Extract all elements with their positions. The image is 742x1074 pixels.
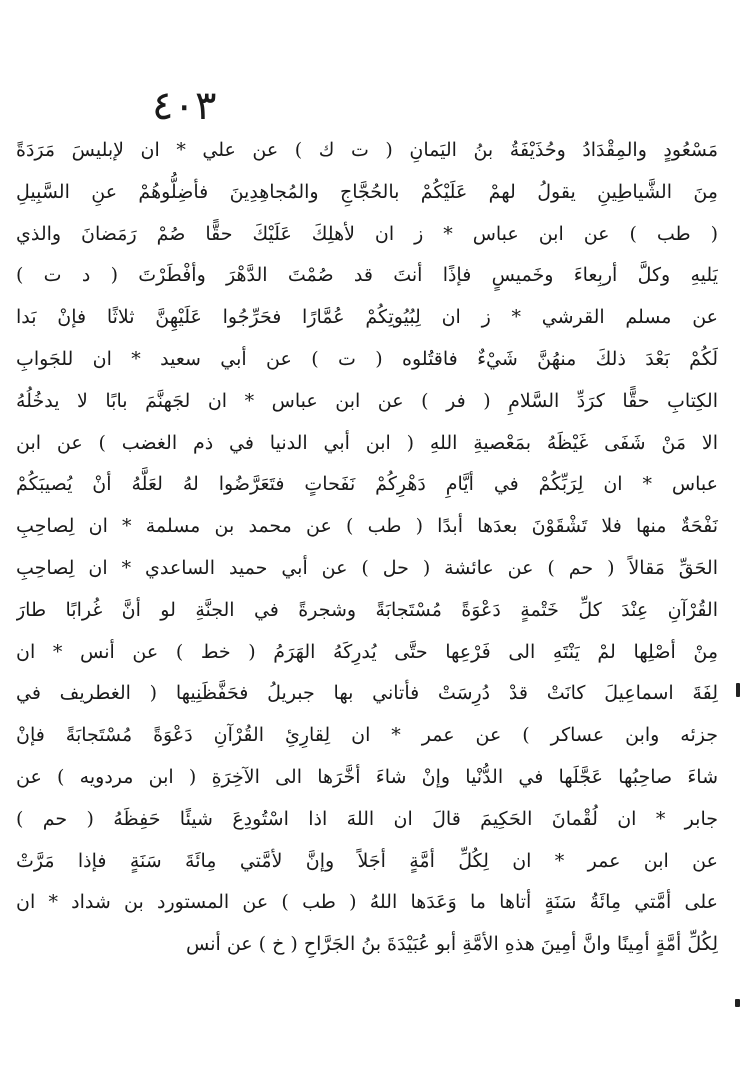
page-number: ٤٠٣ (152, 83, 217, 129)
text-line: القُرْآنِ عِنْدَ كلِّ خَتْمةٍ دَعْوَةً مُسْتَجابَةً وشجرةً في الجنَّةِ لو أنَّ غُرابًا طارَ (16, 598, 718, 621)
text-line: شاءَ صاحِبُها عَجَّلَها في الدُّنْيا وإنْ شاءَ أخَّرَها الى الآخِرَةِ ( ابن مردويه ) عن (16, 765, 718, 788)
text-line: الكِتابِ حقًّا كرَدِّ السَّلامِ ( فر ) عن ابن عباس * ان لجَهنَّمَ بابًا لا يدخُلُهُ (16, 389, 718, 412)
text-line: عن مسلم القرشي * ز ان لِبُيُوتِكُمْ عُمَّارًا فحَرِّجُوا عَلَيْهِنَّ ثلاثًا فإنْ بَدا (16, 306, 718, 329)
text-line: نَفْحَةٌ منها فلا تَشْقَوْنَ بعدَها أبدًا ( طب ) عن محمد بن مسلمة * ان لِصاحِبِ (16, 515, 718, 538)
text-line: عن ابن عمر * ان لِكُلِّ أمَّةٍ أجَلاً وإنَّ لأمَّتي مِائَةَ سَنَةٍ فإذا مَرَّتْ (16, 849, 718, 872)
text-line: يَليهِ وكلَّ أربِعاءَ وخَميسٍ فإذًا أنتَ قد صُمْتَ الدَّهْرَ وأفْطَرْتَ ( د ت ) (16, 264, 718, 287)
text-line: مِنَ الشَّياطِينِ يقولُ لهمْ عَلَيْكُمْ بالحُجَّاجِ والمُجاهِدِينَ فأضِلُّوهُمْ عنِ السَّبِيلِ (16, 180, 718, 203)
text-line: لَكُمْ بَعْدَ ذلكَ منهُنَّ شَيْءٌ فاقتُلوه ( ت ) عن أبي سعيد * ان للجَوابِ (16, 347, 718, 370)
scan-speck (735, 999, 740, 1007)
text-line: لِفَةَ اسماعِيلَ كانَتْ قدْ دُرِسَتْ فأتاني بها جبريلُ فحَفَّظَنِيها ( الغطريف في (16, 682, 718, 705)
scan-speck (736, 683, 740, 697)
text-line: مَسْعُودٍ والمِقْدَادُ وحُذَيْفَةُ بنُ اليَمانِ ( ت ك ) عن علي * ان لإبليسَ مَرَدَةً (16, 139, 718, 161)
text-line: عباس * ان لِرَبِّكُمْ في أيَّامِ دَهْرِكُمْ نَفَحاتٍ فتَعَرَّضُوا لهُ لعَلَّهُ أنْ يُصيبَكُمْ (16, 473, 718, 496)
arabic-text-block (16, 130, 718, 966)
text-line: جابر * ان لُقْمانَ الحَكِيمَ قالَ ان اللهَ اذا اسْتُودِعَ شيئًا حَفِظَهُ ( حم ) (16, 807, 718, 830)
text-line: جزئه وابن عساكر ) عن عمر * ان لِقارِئِ القُرْآنِ دَعْوَةً مُسْتَجابَةً فإنْ (16, 724, 718, 747)
text-line: على أمَّتي مِائَةُ سَنَةٍ أتاها ما وَعَدَها اللهُ ( طب ) عن المستورد بن شداد * ان (16, 891, 718, 914)
text-line: الا مَنْ شَفَى غَيْظَهُ بمَعْصيةِ اللهِ ( ابن أبي الدنيا في ذم الغضب ) عن ابن (16, 431, 718, 454)
text-line: مِنْ أصْلِها لمْ يَنْتَهِ الى فَرْعِها حتَّى يُدرِكَهُ الهَرَمُ ( خط ) عن أنس * ان (16, 640, 718, 663)
text-line: ( طب ) عن ابن عباس * ز ان لأهلِكَ عَلَيْكَ حقًّا صُمْ رَمَضانَ والذي (16, 222, 718, 245)
text-line: لِكُلِّ أمَّةٍ أمِينًا وانَّ أمِينَ هذهِ الأمَّةِ أبو عُبَيْدَةَ بنُ الجَرَّاحِ ( خ ) عن أنس (185, 933, 718, 956)
text-line: الحَقِّ مَقالاً ( حم ) عن عائشة ( حل ) عن أبي حميد الساعدي * ان لِصاحِبِ (16, 556, 718, 579)
